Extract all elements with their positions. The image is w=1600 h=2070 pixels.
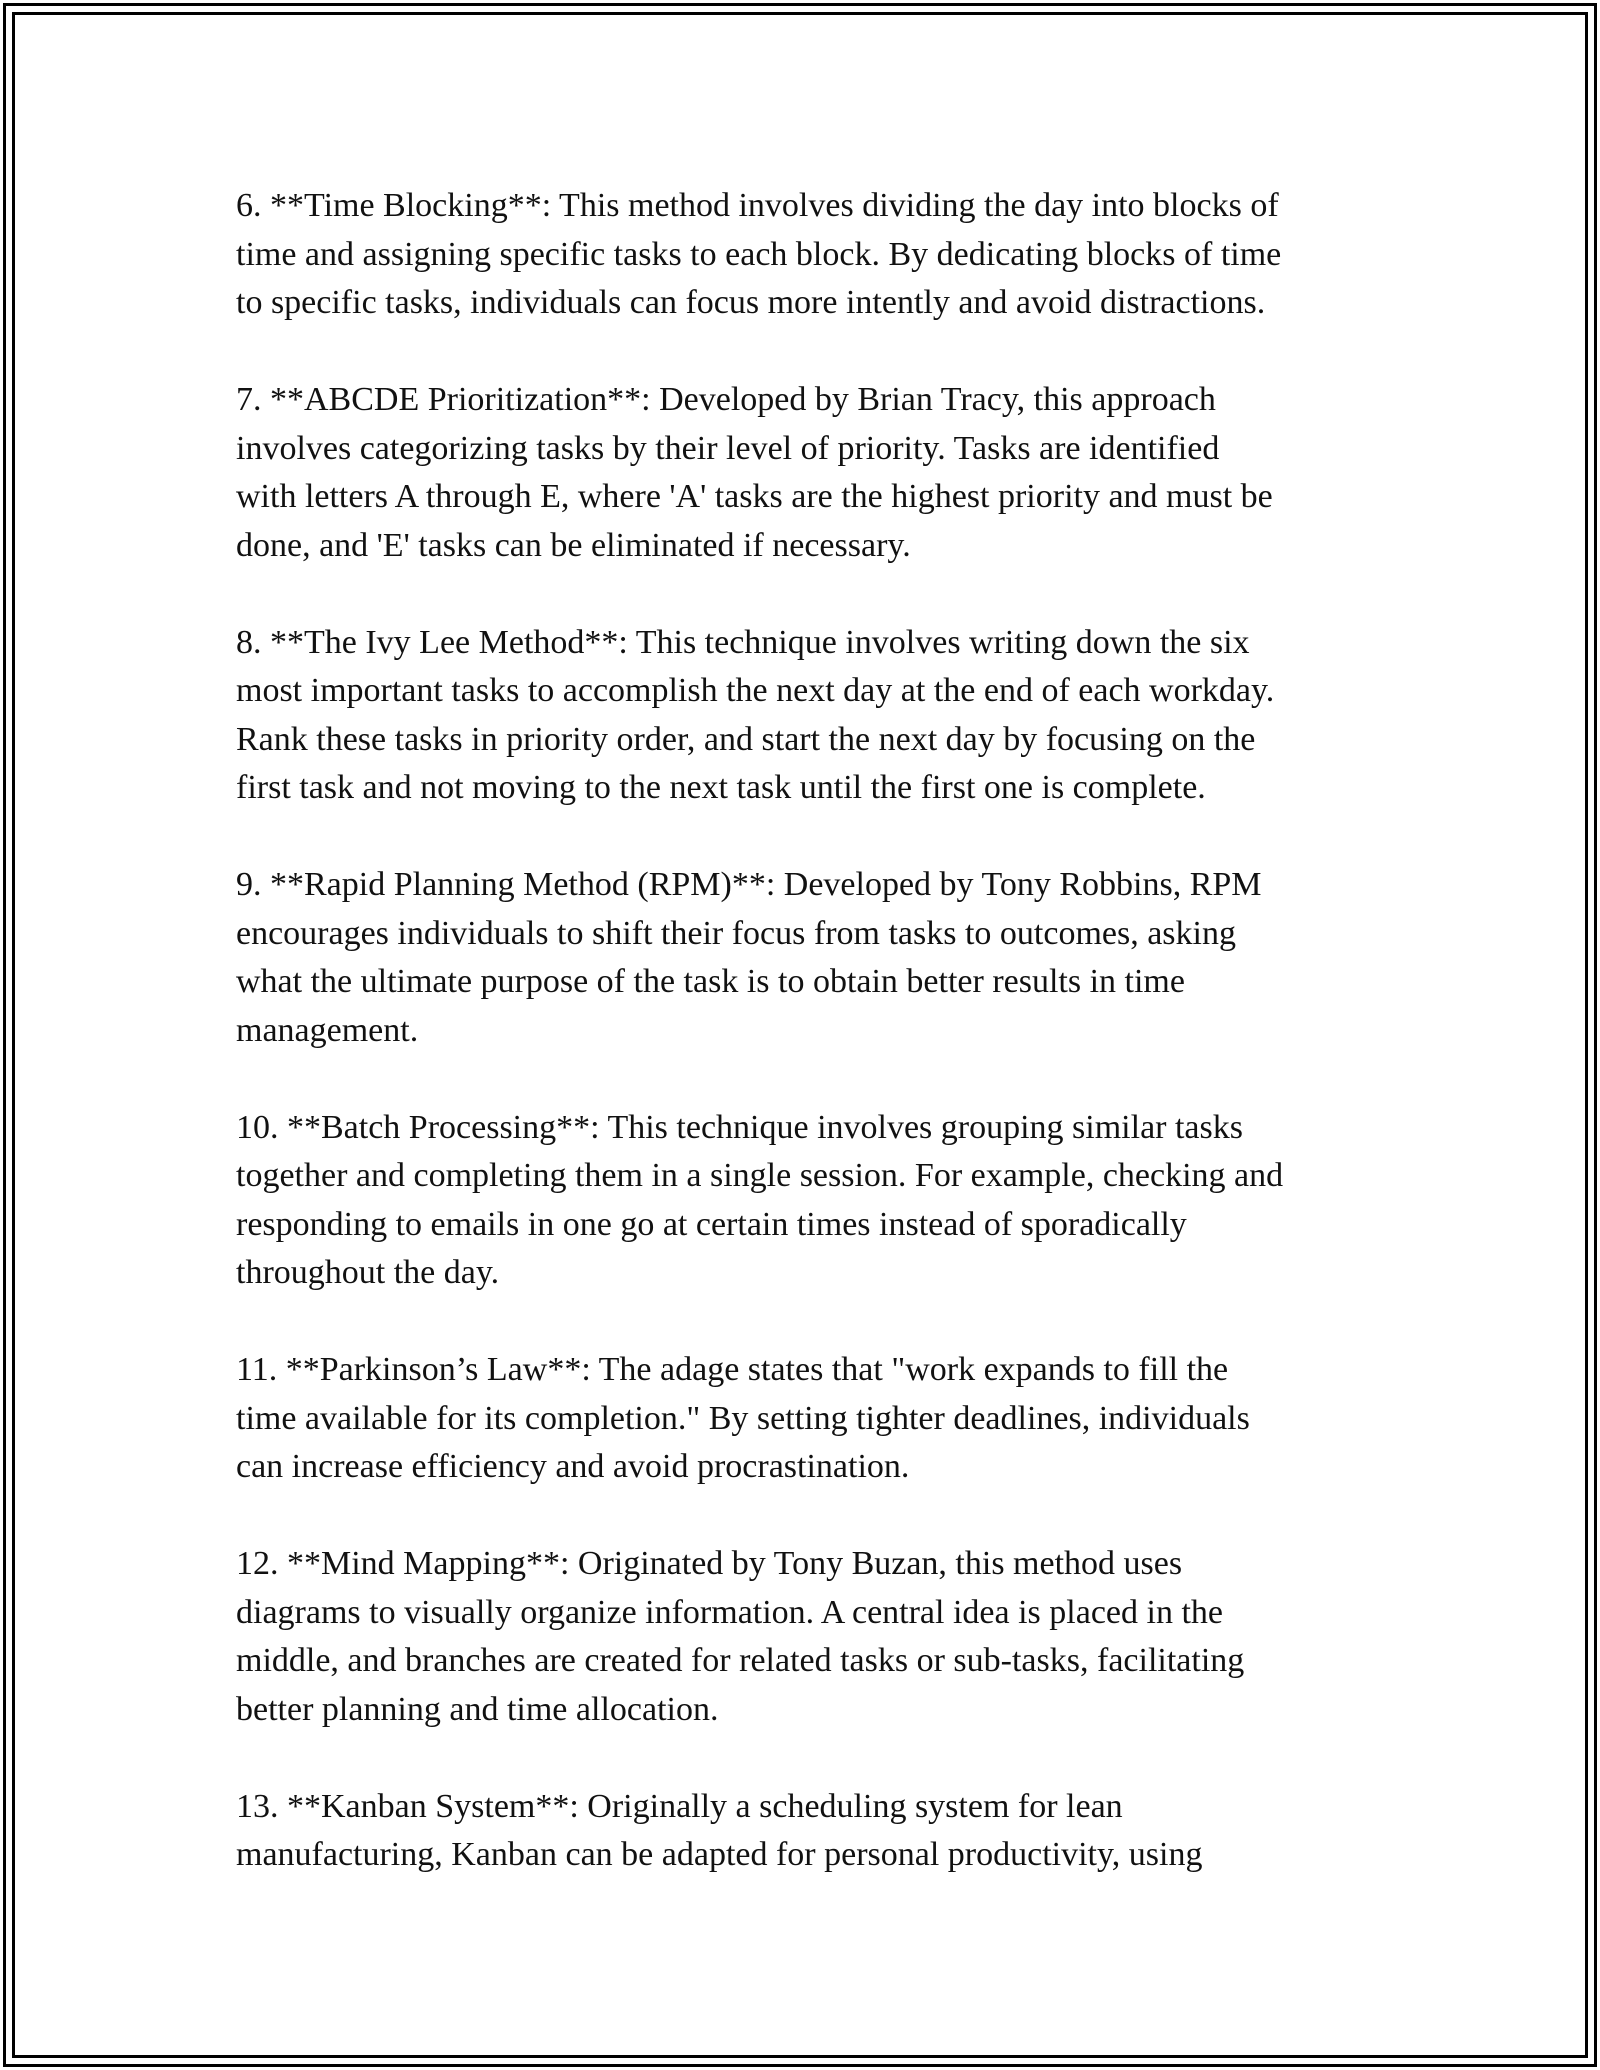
document-body <box>236 182 1386 1928</box>
paragraph-kanban-system <box>236 1783 1386 1880</box>
text-line: first task and not moving to the next task until the first one is complete. <box>236 769 1206 806</box>
text-line: can increase efficiency and avoid procrastination. <box>236 1448 910 1485</box>
text-line: time and assigning specific tasks to each block. By dedicating blocks of time <box>236 235 1282 273</box>
text-line: to specific tasks, individuals can focus more intently and avoid distractions. <box>236 284 1266 321</box>
text-line: 12. **Mind Mapping**: Originated by Tony Buzan, this method uses <box>236 1545 1183 1582</box>
text-line: throughout the day. <box>236 1254 500 1291</box>
text-line: together and completing them in a single session. For example, checking and <box>236 1157 1284 1194</box>
text-line: with letters A through E, where 'A' tasks are the highest priority and must be <box>236 478 1273 515</box>
text-line: most important tasks to accomplish the next day at the end of each workday. <box>236 672 1275 709</box>
text-line: Rank these tasks in priority order, and start the next day by focusing on the <box>236 720 1256 758</box>
text-line: 11. **Parkinson’s Law**: The adage states that "work expands to fill the <box>236 1351 1229 1388</box>
text-line: what the ultimate purpose of the task is to obtain better results in time <box>236 963 1185 1000</box>
text-line: middle, and branches are created for related tasks or sub-tasks, facilitating <box>236 1642 1245 1679</box>
text-line: done, and 'E' tasks can be eliminated if necessary. <box>236 526 911 564</box>
paragraph-rapid-planning-method <box>236 861 1386 1055</box>
text-line: 13. **Kanban System**: Originally a scheduling system for lean <box>236 1787 1123 1825</box>
paragraph-ivy-lee-method <box>236 619 1386 813</box>
text-line: manufacturing, Kanban can be adapted for personal productivity, using <box>236 1836 1203 1873</box>
text-line: 7. **ABCDE Prioritization**: Developed by Brian Tracy, this approach <box>236 381 1216 418</box>
text-line: encourages individuals to shift their focus from tasks to outcomes, asking <box>236 914 1236 952</box>
paragraph-abcde-prioritization <box>236 376 1386 570</box>
text-line: time available for its completion." By setting tighter deadlines, individuals <box>236 1399 1250 1437</box>
text-line: 6. **Time Blocking**: This method involves dividing the day into blocks of <box>236 187 1279 224</box>
paragraph-batch-processing <box>236 1104 1386 1298</box>
text-line: management. <box>236 1011 419 1049</box>
paragraph-parkinsons-law <box>236 1346 1386 1492</box>
text-line: 8. **The Ivy Lee Method**: This technique involves writing down the six <box>236 623 1250 661</box>
paragraph-time-blocking <box>236 182 1386 328</box>
text-line: better planning and time allocation. <box>236 1690 719 1728</box>
text-line: responding to emails in one go at certain times instead of sporadically <box>236 1205 1187 1243</box>
text-line: 10. **Batch Processing**: This technique involves grouping similar tasks <box>236 1108 1243 1146</box>
text-line: 9. **Rapid Planning Method (RPM)**: Developed by Tony Robbins, RPM <box>236 866 1262 903</box>
paragraph-mind-mapping <box>236 1540 1386 1734</box>
text-line: diagrams to visually organize information. A central idea is placed in the <box>236 1593 1223 1631</box>
text-line: involves categorizing tasks by their level of priority. Tasks are identified <box>236 429 1220 467</box>
